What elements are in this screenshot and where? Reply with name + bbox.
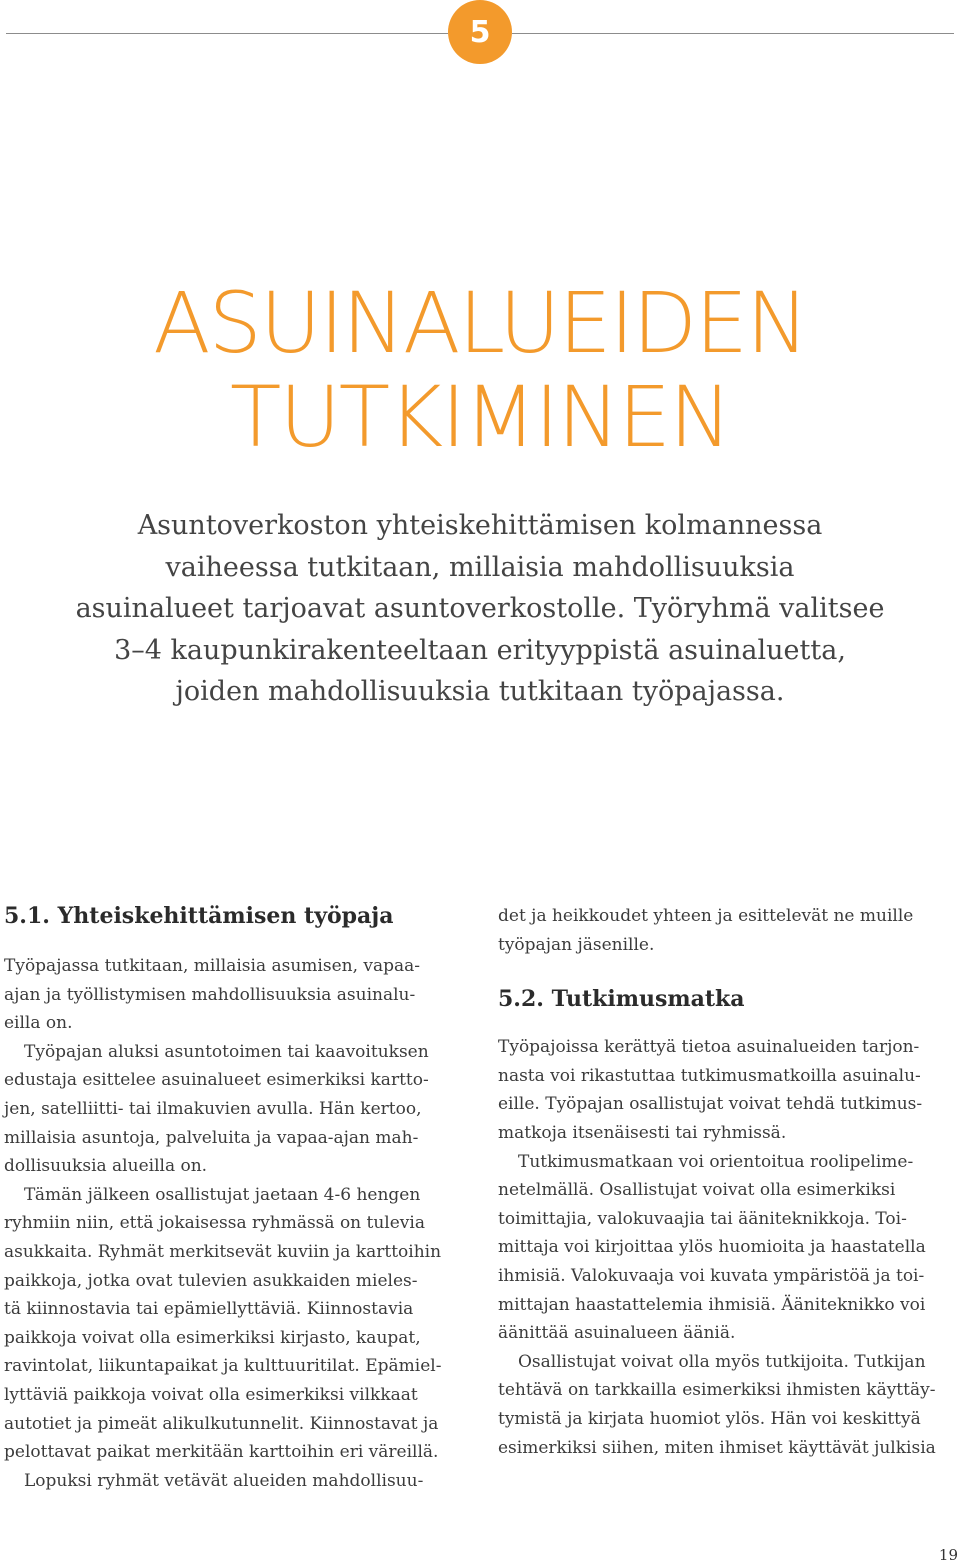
chapter-title-line: ASUINALUEIDEN xyxy=(153,274,807,372)
text-line: autotiet ja pimeät alikulkutunnelit. Kiinnostavat ja xyxy=(4,1413,439,1434)
lead-line: joiden mahdollisuuksia tutkitaan työpajassa. xyxy=(175,676,785,707)
text-line: tä kiinnostavia tai epämiellyttäviä. Kiinnostavia xyxy=(4,1299,414,1320)
text-line: det ja heikkoudet yhteen ja esittelevät ne muille xyxy=(498,906,914,926)
text-line: Lopuksi ryhmät vetävät alueiden mahdollisuu- xyxy=(24,1470,424,1491)
text-line: dollisuuksia alueilla on. xyxy=(4,1156,208,1177)
paragraph xyxy=(4,952,466,1038)
text-line: tehtävä on tarkkailla esimerkiksi ihmisten käyttäy- xyxy=(498,1380,936,1401)
text-line: pelottavat paikat merkitään karttoihin eri väreillä. xyxy=(4,1442,439,1463)
header-rule-left xyxy=(6,33,448,34)
paragraph xyxy=(498,1033,960,1147)
text-line: asukkaita. Ryhmät merkitsevät kuviin ja karttoihin xyxy=(4,1241,442,1262)
lead-line: asuinalueet tarjoavat asuntoverkostolle. Työryhmä valitsee xyxy=(75,593,885,624)
text-line: esimerkiksi siihen, miten ihmiset käyttävät julkisia xyxy=(498,1437,936,1458)
text-line: nasta voi rikastuttaa tutkimusmatkoilla asuinalu- xyxy=(498,1065,921,1086)
text-line: jen, satelliitti- tai ilmakuvien avulla. Hän kertoo, xyxy=(4,1098,422,1119)
text-line: ajan ja työllistymisen mahdollisuuksia asuinalu- xyxy=(4,984,416,1005)
text-line: Työpajoissa kerättyä tietoa asuinalueiden tarjon- xyxy=(498,1037,920,1058)
page-number: 19 xyxy=(938,1546,958,1564)
paragraph xyxy=(498,1148,960,1348)
lead-line: vaiheessa tutkitaan, millaisia mahdollisuuksia xyxy=(165,551,795,583)
text-line: matkoja itsenäisesti tai ryhmissä. xyxy=(498,1122,787,1143)
text-line: mittajan haastattelemia ihmisiä. Ääniteknikko voi xyxy=(498,1294,926,1315)
continued-paragraph xyxy=(498,902,960,959)
text-line: Tutkimusmatkaan voi orientoitua roolipelime- xyxy=(518,1151,914,1172)
paragraph xyxy=(4,1181,466,1467)
text-line: Tämän jälkeen osallistujat jaetaan 4-6 hengen xyxy=(24,1184,421,1205)
paragraph xyxy=(498,1348,960,1462)
text-line: äänittää asuinalueen ääniä. xyxy=(498,1323,736,1344)
text-line: eilla on. xyxy=(4,1013,73,1034)
left-column xyxy=(4,902,466,1495)
text-line: Työpajassa tutkitaan, millaisia asumisen, vapaa- xyxy=(4,956,421,976)
chapter-title xyxy=(0,276,960,464)
text-line: Työpajan aluksi asuntotoimen tai kaavoituksen xyxy=(24,1041,429,1062)
text-line: millaisia asuntoja, palveluita ja vapaa-ajan mah- xyxy=(4,1127,419,1148)
lead-line: Asuntoverkoston yhteiskehittämisen kolmannessa xyxy=(137,510,823,541)
right-column xyxy=(498,902,960,1462)
paragraph xyxy=(4,1038,466,1181)
text-line: työpajan jäsenille. xyxy=(498,934,655,955)
text-line: eille. Työpajan osallistujat voivat tehdä tutkimus- xyxy=(498,1094,923,1115)
text-line: mittaja voi kirjoittaa ylös huomioita ja haastatella xyxy=(498,1237,926,1258)
text-line: netelmällä. Osallistujat voivat olla esimerkiksi xyxy=(498,1180,896,1201)
text-line: ryhmiin niin, että jokaisessa ryhmässä on tulevia xyxy=(4,1213,425,1234)
text-line: tymistä ja kirjata huomiot ylös. Hän voi keskittyä xyxy=(498,1408,921,1429)
chapter-lead xyxy=(40,505,920,713)
text-line: paikkoja, jotka ovat tulevien asukkaiden mieles- xyxy=(4,1270,418,1291)
text-line: edustaja esittelee asuinalueet esimerkiksi kartto- xyxy=(4,1070,429,1091)
chapter-number-badge: 5 xyxy=(448,0,512,64)
text-line: paikkoja voivat olla esimerkiksi kirjasto, kaupat, xyxy=(4,1327,421,1348)
section-heading-5-1: 5.1. Yhteiskehittämisen työpaja xyxy=(4,903,394,929)
text-line: ihmisiä. Valokuvaaja voi kuvata ympäristöä ja toi- xyxy=(498,1265,925,1286)
header-rule-right xyxy=(512,33,954,34)
chapter-title-line: TUTKIMINEN xyxy=(230,368,730,466)
section-heading-5-2: 5.2. Tutkimusmatka xyxy=(498,986,745,1013)
text-line: Osallistujat voivat olla myös tutkijoita. Tutkijan xyxy=(518,1351,926,1372)
lead-line: 3–4 kaupunkirakenteeltaan erityyppistä asuinaluetta, xyxy=(114,634,846,666)
text-line: toimittajia, valokuvaajia tai ääniteknikkoja. Toi- xyxy=(498,1208,907,1229)
text-line: ravintolat, liikuntapaikat ja kulttuuritilat. Epämiel- xyxy=(4,1356,442,1377)
text-line: lyttäviä paikkoja voivat olla esimerkiksi vilkkaat xyxy=(4,1384,418,1405)
paragraph xyxy=(4,1467,466,1496)
